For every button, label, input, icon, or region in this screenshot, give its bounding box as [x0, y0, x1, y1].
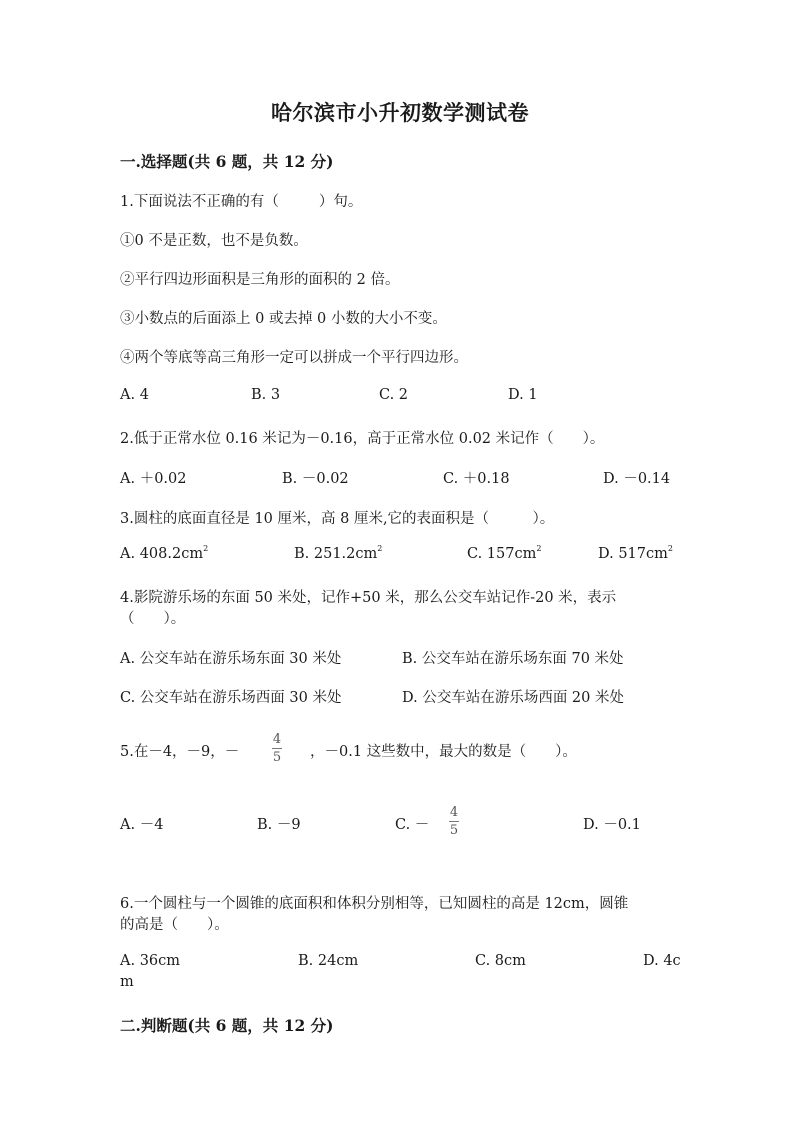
question-4-stem-line-2: （ ）。 — [120, 611, 186, 627]
fraction-bar — [272, 748, 282, 749]
q5-option-a: A. －4 — [120, 817, 164, 833]
question-2-stem: 2.低于正常水位 0.16 米记为－0.16，高于正常水位 0.02 米记作（ ）。 — [120, 431, 605, 447]
q5-option-c: C. － — [395, 817, 430, 833]
question-5-stem-part-2: ，－0.1 这些数中，最大的数是（ ）。 — [310, 744, 577, 760]
statement-1: ①0 不是正数，也不是负数。 — [120, 233, 308, 249]
question-1-stem — [120, 190, 362, 211]
question-6-stem-line-1: 6.一个圆柱与一个圆锥的底面积和体积分别相等，已知圆柱的高是 12cm，圆锥 — [120, 896, 629, 912]
section-heading-choice: 一.选择题(共 6 题，共 12 分) — [120, 152, 334, 171]
question-5-stem-part-1: 5.在－4，－9，－ — [120, 744, 240, 760]
q4-option-b: B. 公交车站在游乐场东面 70 米处 — [402, 651, 624, 667]
q6-option-d-wrap: m — [120, 974, 134, 990]
q2-option-c: C. ＋0.18 — [443, 471, 510, 487]
q6-option-a: A. 36cm — [120, 953, 181, 969]
superscript: 2 — [536, 544, 542, 553]
fraction-four-fifths — [449, 805, 459, 838]
q2-option-b: B. －0.02 — [282, 471, 349, 487]
q6-option-d: D. 4c — [643, 953, 681, 969]
q6-option-b: B. 24cm — [298, 953, 359, 969]
fraction-denominator: 5 — [272, 750, 282, 765]
fraction-numerator: 4 — [449, 805, 459, 820]
section-heading-true-false: 二.判断题(共 6 题，共 12 分) — [120, 1016, 334, 1035]
q3-option-c-text: C. 157cm — [467, 546, 537, 562]
question-6-stem-line-2: 的高是（ ）。 — [120, 917, 229, 933]
statement-2: ②平行四边形面积是三角形的面积的 2 倍。 — [120, 272, 400, 288]
q1-option-c: C. 2 — [379, 387, 409, 403]
q1-option-a: A. 4 — [120, 387, 149, 403]
q3-option-d-text: D. 517cm — [598, 546, 668, 562]
fraction-bar — [449, 821, 459, 822]
q6-option-c: C. 8cm — [475, 953, 526, 969]
q3-option-a — [120, 546, 208, 562]
fraction-denominator: 5 — [449, 823, 459, 838]
fraction-four-fifths — [272, 732, 282, 765]
question-4-stem-line-1: 4.影院游乐场的东面 50 米处，记作+50 米，那么公交车站记作-20 米，表示 — [120, 590, 617, 606]
q3-option-d — [598, 546, 673, 562]
q1-option-d: D. 1 — [508, 387, 538, 403]
q3-option-b-text: B. 251.2cm — [294, 546, 378, 562]
statement-4: ④两个等底等高三角形一定可以拼成一个平行四边形。 — [120, 350, 468, 366]
q4-option-a: A. 公交车站在游乐场东面 30 米处 — [120, 651, 342, 667]
superscript: 2 — [667, 544, 673, 553]
question-1-stem-text: 1.下面说法不正确的有（ — [120, 194, 279, 210]
q3-option-c — [467, 546, 541, 562]
question-1-stem-end: ）句。 — [318, 194, 363, 210]
fraction-numerator: 4 — [272, 732, 282, 747]
q4-option-c: C. 公交车站在游乐场西面 30 米处 — [120, 690, 342, 706]
superscript: 2 — [377, 544, 383, 553]
q2-option-d: D. －0.14 — [603, 471, 671, 487]
q4-option-d: D. 公交车站在游乐场西面 20 米处 — [402, 690, 624, 706]
q5-option-d: D. －0.1 — [583, 817, 641, 833]
q2-option-a: A. ＋0.02 — [120, 471, 187, 487]
q3-option-a-text: A. 408.2cm — [120, 546, 204, 562]
q5-option-b: B. －9 — [257, 817, 301, 833]
superscript: 2 — [203, 544, 209, 553]
statement-3: ③小数点的后面添上 0 或去掉 0 小数的大小不变。 — [120, 311, 447, 327]
q3-option-b — [294, 546, 382, 562]
page-title: 哈尔滨市小升初数学测试卷 — [271, 100, 529, 125]
question-3-stem: 3.圆柱的底面直径是 10 厘米，高 8 厘米,它的表面积是（ ）。 — [120, 511, 555, 527]
q1-option-b: B. 3 — [251, 387, 281, 403]
